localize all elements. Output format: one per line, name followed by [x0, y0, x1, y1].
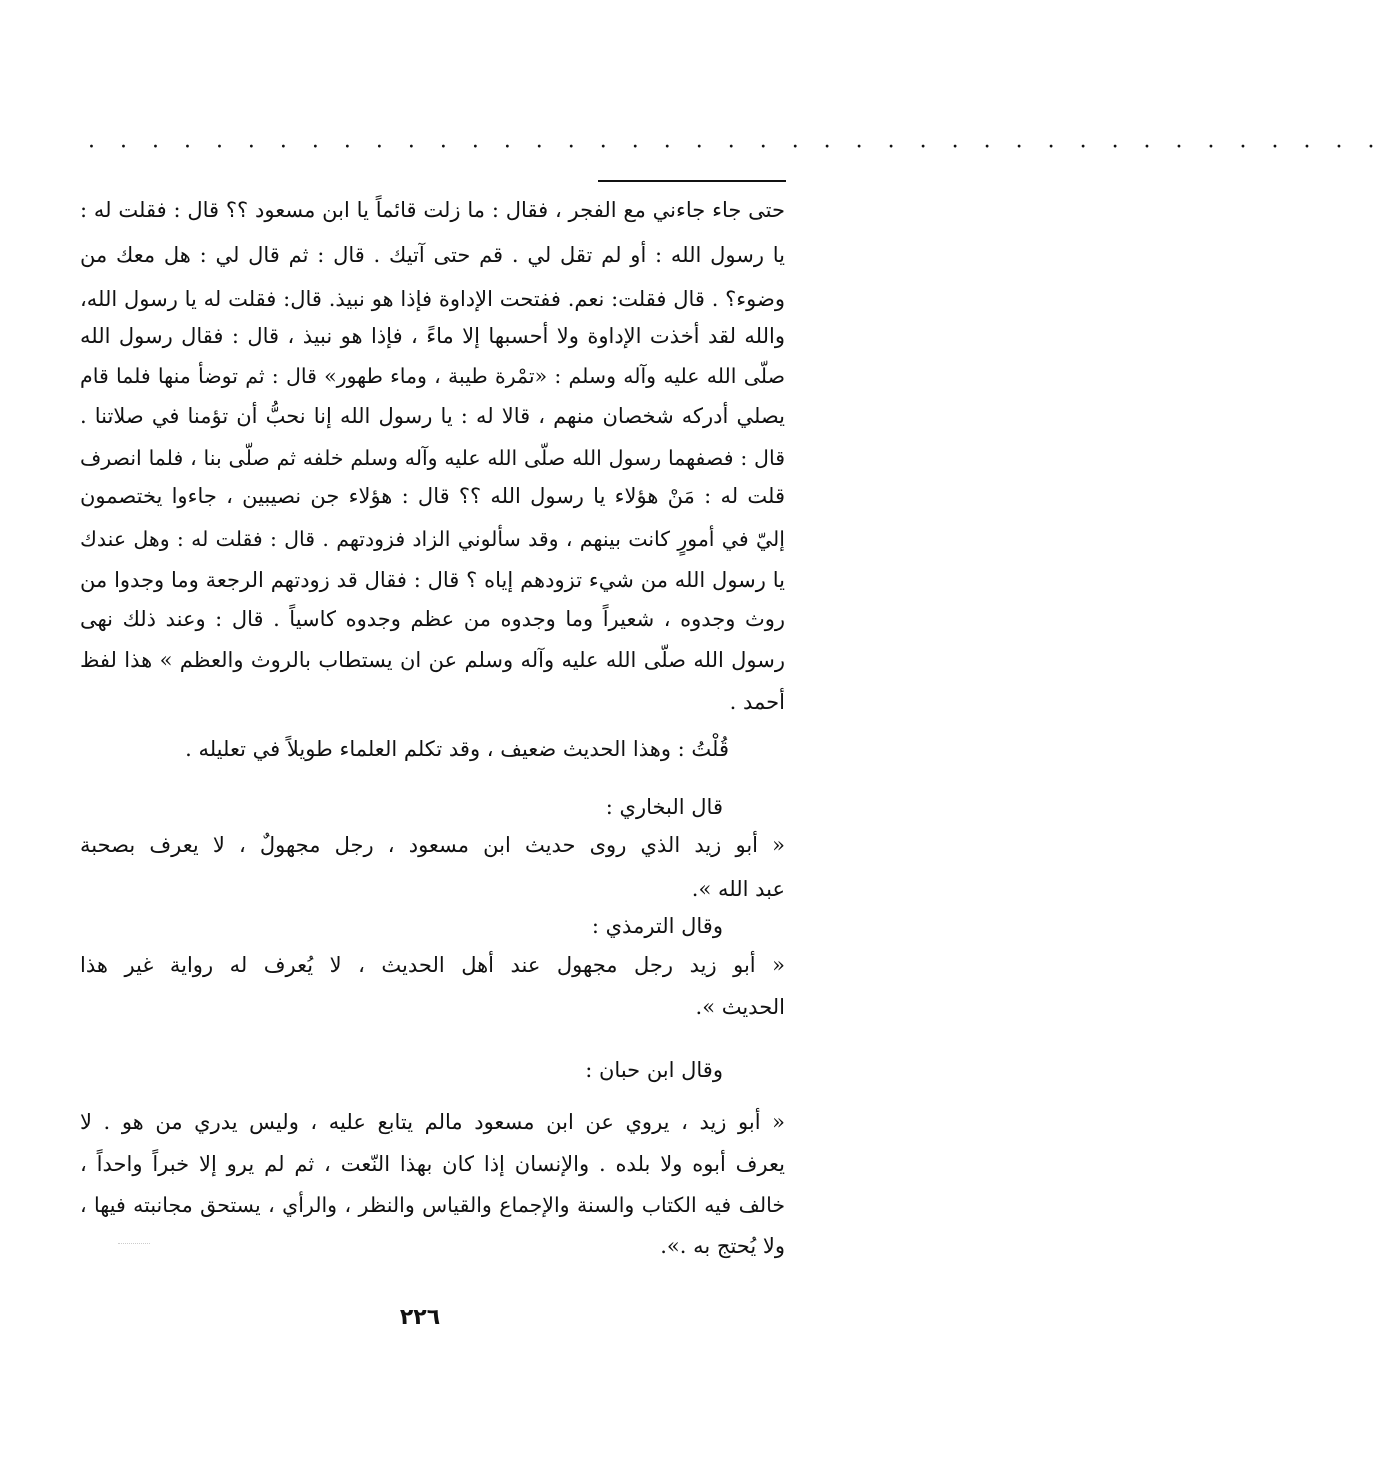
ibn-hibban-quote-line: خالف فيه الكتاب والسنة والإجماع والقياس والنظر ، والرأي ، يستحق مجانبته فيها ،	[80, 1193, 785, 1217]
footnote-line: إليّ في أمورٍ كانت بينهم ، وقد سألوني الزاد فزودتهم . قال : فقلت له : وهل عندك	[80, 527, 785, 551]
bukhari-quote-line: عبد الله ».	[691, 877, 785, 901]
footnote-line: قال : فصفهما رسول الله صلّى الله عليه وآله وسلم خلفه ثم صلّى بنا ، فلما انصرف	[80, 446, 785, 470]
footnote-line: يا رسول الله من شيء تزودهم إياه ؟ قال : فقال قد زودتهم الرجعة وما وجدوا من	[80, 568, 785, 592]
footnote-line: صلّى الله عليه وآله وسلم : «تمْرة طيبة ، وماء طهور» قال : ثم توضأ منها فلما قام	[80, 364, 785, 388]
ibn-hibban-quote-line: يعرف أبوه ولا بلده . والإنسان إذا كان بهذا النّعت ، ثم لم يرو إلا خبراً واحداً ،	[80, 1152, 785, 1176]
footnote-line: أحمد .	[729, 690, 785, 714]
separator-dots: · · · · · · · · · · · · · · · · · · · · · · · · · · · · · · · · · · · · · · · · ·	[88, 135, 1383, 160]
footnote-line: والله لقد أخذت الإداوة ولا أحسبها إلا ماءً ، فإذا هو نبيذ ، قال : فقال رسول الله	[80, 324, 785, 348]
ibn-hibban-quote-line: « أبو زيد ، يروي عن ابن مسعود مالم يتابع عليه ، وليس يدري من هو . لا	[80, 1110, 785, 1134]
footnote-line: قلت له : مَنْ هؤلاء يا رسول الله ؟؟ قال : هؤلاء جن نصيبين ، جاءوا يختصمون	[80, 484, 785, 508]
footnote-line: رسول الله صلّى الله عليه وآله وسلم عن ان يستطاب بالروث والعظم » هذا لفظ	[80, 648, 785, 672]
footnote-line: حتى جاء جاءني مع الفجر ، فقال : ما زلت قائماً يا ابن مسعود ؟؟ قال : فقلت له :	[80, 198, 785, 222]
footnote-rule	[598, 180, 786, 182]
scan-speck	[118, 1243, 150, 1252]
ibn-hibban-heading: وقال ابن حبان :	[585, 1058, 723, 1082]
bukhari-heading: قال البخاري :	[605, 795, 723, 819]
tirmidhi-quote-line: « أبو زيد رجل مجهول عند أهل الحديث ، لا يُعرف له رواية غير هذا	[80, 953, 785, 977]
page-number: ٢٢٦	[399, 1305, 441, 1330]
bukhari-quote-line: « أبو زيد الذي روى حديث ابن مسعود ، رجل مجهولٌ ، لا يعرف بصحبة	[80, 833, 785, 857]
footnote-line: روث وجدوه ، شعيراً وما وجدوه من عظم وجدوه كاسياً . قال : وعند ذلك نهى	[80, 607, 785, 631]
ibn-hibban-quote-line: ولا يُحتج به .».	[660, 1234, 785, 1258]
footnote-line: يصلي أدركه شخصان منهم ، قالا له : يا رسول الله إنا نحبُّ أن تؤمنا في صلاتنا .	[80, 404, 785, 428]
footnote-line: وضوء؟ . قال فقلت: نعم. ففتحت الإداوة فإذا هو نبيذ. قال: فقلت له يا رسول الله،	[80, 287, 785, 311]
footnote-line: يا رسول الله : أو لم تقل لي . قم حتى آتيك . قال : ثم قال لي : هل معك من	[80, 243, 785, 267]
qultu-line: قُلْتُ : وهذا الحديث ضعيف ، وقد تكلم العلماء طويلاً في تعليله .	[185, 737, 729, 761]
tirmidhi-quote-line: الحديث ».	[695, 995, 785, 1019]
tirmidhi-heading: وقال الترمذي :	[591, 914, 723, 938]
